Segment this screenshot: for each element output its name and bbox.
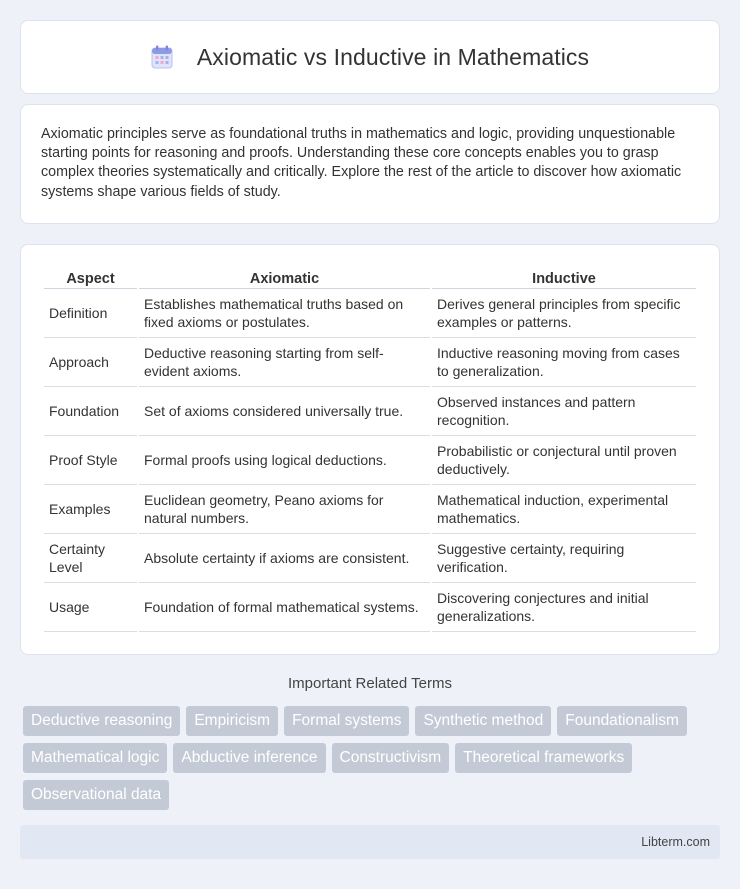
tag-foundationalism[interactable]: Foundationalism: [557, 706, 687, 736]
tag-theoretical-frameworks[interactable]: Theoretical frameworks: [455, 743, 632, 773]
tag-observational-data[interactable]: Observational data: [23, 780, 169, 810]
comparison-table-card: [20, 244, 720, 655]
table-cell-inductive: Observed instances and pattern recognition.: [432, 387, 696, 436]
table-header-row: [44, 265, 696, 289]
table-cell-axiomatic: Formal proofs using logical deductions.: [139, 436, 430, 485]
footer: [20, 825, 720, 859]
table-cell-aspect: Foundation: [44, 387, 137, 436]
table-cell-inductive: Inductive reasoning moving from cases to generalization.: [432, 338, 696, 387]
table-cell-axiomatic: Establishes mathematical truths based on fixed axioms or postulates.: [139, 289, 430, 338]
tag-empiricism[interactable]: Empiricism: [186, 706, 278, 736]
tag-abductive-inference[interactable]: Abductive inference: [173, 743, 325, 773]
table-cell-axiomatic: Euclidean geometry, Peano axioms for natural numbers.: [139, 485, 430, 534]
table-cell-aspect: Examples: [44, 485, 137, 534]
header-card: [20, 20, 720, 94]
table-cell-axiomatic: Absolute certainty if axioms are consistent.: [139, 534, 430, 583]
table-cell-aspect: Approach: [44, 338, 137, 387]
table-cell-aspect: Definition: [44, 289, 137, 338]
related-terms-list: [23, 706, 723, 810]
table-cell-axiomatic: Deductive reasoning starting from self-evident axioms.: [139, 338, 430, 387]
table-cell-aspect: Proof Style: [44, 436, 137, 485]
table-cell-inductive: Discovering conjectures and initial generalizations.: [432, 583, 696, 632]
tag-constructivism[interactable]: Constructivism: [332, 743, 450, 773]
table-row: [44, 387, 696, 436]
table-row: [44, 583, 696, 632]
table-row: [44, 338, 696, 387]
page-title: Axiomatic vs Inductive in Mathematics: [196, 43, 590, 70]
footer-brand-link[interactable]: Libterm.com: [641, 835, 710, 849]
table-cell-inductive: Derives general principles from specific examples or patterns.: [432, 289, 696, 338]
table-row: [44, 485, 696, 534]
intro-card: [20, 104, 720, 224]
tag-synthetic-method[interactable]: Synthetic method: [415, 706, 551, 736]
column-header-axiomatic: Axiomatic: [139, 265, 430, 289]
table-row: [44, 289, 696, 338]
table-cell-aspect: Usage: [44, 583, 137, 632]
table-row: [44, 436, 696, 485]
table-row: [44, 534, 696, 583]
table-cell-axiomatic: Set of axioms considered universally true.: [139, 387, 430, 436]
table-cell-inductive: Probabilistic or conjectural until proven deductively.: [432, 436, 696, 485]
table-cell-inductive: Suggestive certainty, requiring verification.: [432, 534, 696, 583]
comparison-table: [42, 265, 698, 632]
table-cell-inductive: Mathematical induction, experimental mathematics.: [432, 485, 696, 534]
tag-mathematical-logic[interactable]: Mathematical logic: [23, 743, 167, 773]
table-cell-aspect: Certainty Level: [44, 534, 137, 583]
column-header-inductive: Inductive: [432, 265, 696, 289]
table-cell-axiomatic: Foundation of formal mathematical systems.: [139, 583, 430, 632]
tag-deductive-reasoning[interactable]: Deductive reasoning: [23, 706, 180, 736]
column-header-aspect: Aspect: [44, 265, 137, 289]
tag-formal-systems[interactable]: Formal systems: [284, 706, 409, 736]
related-terms-heading: Important Related Terms: [288, 675, 452, 692]
intro-paragraph: Axiomatic principles serve as foundational truths in mathematics and logic, providing unquestionable starting points for reasoning and proofs. Understanding these core concepts enables you to grasp complex theories systematically and critically. Explore the rest of the article to discover how axiomatic systems shape various fields of study.: [41, 126, 682, 200]
calendar-icon: [151, 45, 173, 69]
